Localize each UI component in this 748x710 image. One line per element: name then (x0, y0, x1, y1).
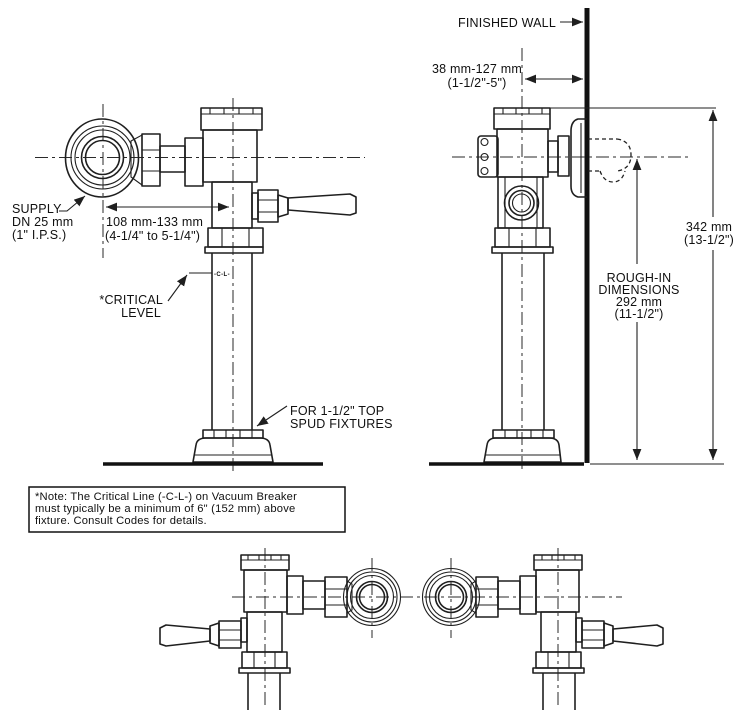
bottom-view-valve-pair (160, 548, 663, 710)
svg-text:FOR 1-1/2" TOP: FOR 1-1/2" TOP (290, 404, 385, 418)
svg-text:292 mm: 292 mm (615, 295, 663, 309)
dim-center-value-in: (4-1/4" to 5-1/4") (105, 229, 201, 243)
side-valve-body (478, 108, 587, 197)
spud-fixtures-label (257, 404, 393, 431)
front-valve-body (201, 108, 262, 228)
coupling-nut-and-pipe (131, 134, 203, 186)
svg-text:38 mm-127 mm: 38 mm-127 mm (432, 62, 522, 76)
svg-text:DIMENSIONS: DIMENSIONS (598, 283, 680, 297)
dim-rough-in (598, 159, 679, 460)
svg-text:(1-1/2"-5"): (1-1/2"-5") (447, 76, 507, 90)
svg-text:(1" I.P.S.): (1" I.P.S.) (12, 228, 67, 242)
svg-text:LEVEL: LEVEL (121, 306, 161, 320)
svg-text:(13-1/2"): (13-1/2") (683, 233, 735, 247)
dim-center-to-center (105, 207, 229, 243)
supply-label (12, 196, 85, 242)
flush-handle (252, 190, 356, 222)
hidden-supply-pipe (588, 139, 631, 182)
note-line-2: must typically be a minimum of 6" (152 mm) above (35, 503, 296, 515)
side-view (429, 8, 734, 472)
dim-center-value-mm: 108 mm-133 mm (106, 215, 204, 229)
bottom-right-valve (423, 548, 664, 710)
svg-text:ROUGH-IN: ROUGH-IN (606, 271, 672, 285)
svg-text:FINISHED WALL: FINISHED WALL (458, 16, 556, 30)
svg-text:DN 25 mm: DN 25 mm (12, 215, 74, 229)
svg-text:SPUD FIXTURES: SPUD FIXTURES (290, 417, 393, 431)
dim-wall-offset (432, 62, 583, 90)
svg-text:SUPPLY: SUPPLY (12, 202, 62, 216)
svg-text:(11-1/2"): (11-1/2") (614, 307, 664, 321)
side-tube-and-base (429, 228, 724, 464)
note-line-1: *Note: The Critical Line (-C-L-) on Vacuum Breaker (35, 491, 298, 503)
front-view (12, 98, 393, 472)
finished-wall-label (458, 16, 583, 30)
bottom-left-valve (160, 548, 401, 710)
mount-screw (481, 139, 488, 146)
mount-screw (481, 168, 488, 175)
svg-text:*CRITICAL: *CRITICAL (99, 293, 163, 307)
critical-level-label (99, 275, 187, 320)
side-lower-body (498, 177, 543, 228)
cl-mark-text: -C-L- (214, 272, 230, 278)
svg-text:342 mm: 342 mm (685, 220, 733, 234)
note-box (29, 487, 345, 532)
note-line-3: fixture. Consult Codes for details. (35, 515, 207, 527)
